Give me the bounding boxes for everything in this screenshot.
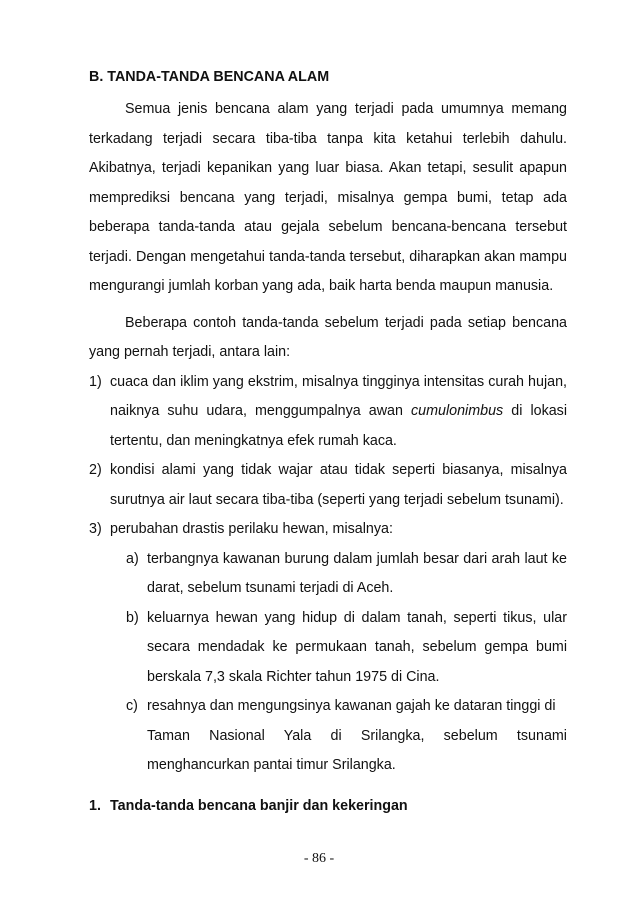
list-item (89, 456, 567, 515)
sublist-item-marker: a) (126, 550, 139, 567)
list-item (89, 515, 567, 781)
sublist-item (110, 692, 567, 781)
list-item-text-end: di lokasi tertentu, dan meningkatnya efek rumah kaca. (110, 403, 568, 449)
subsection-number: 1. (89, 797, 101, 814)
list-item-text: kondisi alami yang tidak wajar atau tidak seperti biasanya, misalnya surutnya air laut secara tiba-tiba (seperti yang terjadi sebelum tsunami). (110, 462, 567, 508)
sublist-item (110, 545, 567, 604)
sublist-item-text: keluarnya hewan yang hidup di dalam tanah, seperti tikus, ular secara mendadak ke permukaan tanah, sebelum gempa bumi berskala 7,3 skala Richter tahun 1975 di Cina. (147, 609, 567, 685)
signs-list (89, 368, 567, 781)
sublist-item-line: menghancurkan pantai timur Srilangka. (147, 757, 396, 773)
subsection-heading (89, 795, 567, 817)
page-number: - 86 - (303, 851, 335, 866)
sublist-item-line: Taman Nasional Yala di Srilangka, sebelum tsunami (147, 727, 567, 744)
subsection-title: Tanda-tanda bencana banjir dan kekeringan (110, 797, 408, 814)
list-item (89, 368, 567, 457)
paragraph-intro: Semua jenis bencana alam yang terjadi pada umumnya memang terkadang terjadi secara tiba-tiba tanpa kita ketahui terlebih dahulu. Akibatnya, terjadi kepanikan yang luar biasa. Akan tetapi, sesulit apapun memprediksi bencana yang terjadi, misalnya gempa bumi, tetap ada beberapa tanda-tanda atau gejala sebelum bencana-bencana tersebut terjadi. Dengan mengetahui tanda-tanda tersebut, diharapkan akan mampu mengurangi jumlah korban yang ada, baik harta benda maupun manusia. (89, 101, 567, 294)
sublist-item-text: terbangnya kawanan burung dalam jumlah besar dari arah laut ke darat, sebelum tsunami terjadi di Aceh. (147, 550, 567, 596)
list-item-marker: 1) (89, 373, 102, 390)
sublist-item-marker: b) (126, 609, 139, 626)
list-item-text: cuaca dan iklim yang ekstrim, misalnya tingginya intensitas curah hujan, naiknya suhu udara, menggumpalnya awan (110, 373, 567, 419)
section-heading: B. TANDA-TANDA BENCANA ALAM (89, 69, 330, 85)
page-content (89, 66, 567, 817)
paragraph-examples-intro: Beberapa contoh tanda-tanda sebelum terjadi pada setiap bencana yang pernah terjadi, antara lain: (89, 314, 567, 360)
sublist-item-marker: c) (126, 698, 138, 714)
sublist-item-line: resahnya dan mengungsinya kawanan gajah ke dataran tinggi di (147, 698, 556, 714)
list-item-italic-term: cumulonimbus (411, 403, 504, 419)
list-item-marker: 2) (89, 462, 102, 478)
list-item-marker: 3) (89, 521, 102, 537)
list-item-text: perubahan drastis perilaku hewan, misalnya: (110, 521, 393, 537)
sublist-item (110, 604, 567, 693)
animal-behavior-sublist (110, 545, 567, 781)
